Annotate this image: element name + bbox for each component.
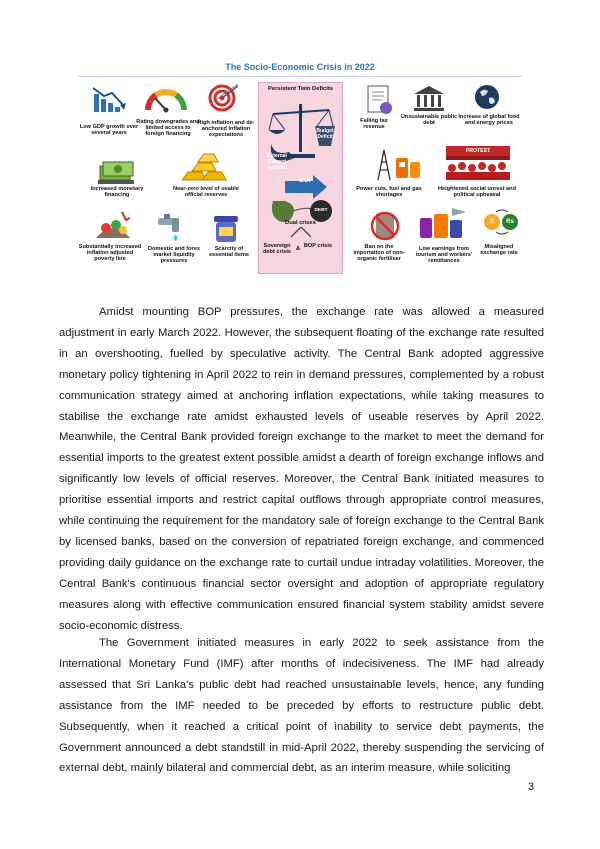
printed-money-icon (96, 156, 136, 186)
sovereign-debt-crisis-label: Sovereign debt crisis (263, 243, 291, 256)
tax-document-icon (364, 84, 394, 116)
bop-crisis-label: BOP crisis (303, 243, 333, 249)
caption-poverty-line: Substantially increased inflation adjusted poverty line (78, 244, 142, 263)
globe-icon (472, 82, 502, 112)
gauge-icon (142, 84, 190, 114)
caption-unsustainable-public-debt: Unsustainable public debt (400, 114, 458, 127)
poverty-produce-icon (92, 210, 134, 242)
dual-crises-label: Dual crises (285, 220, 316, 226)
debt-label: DEBT (314, 208, 328, 213)
public-building-icon (412, 84, 446, 114)
ampersand-label: & (295, 246, 301, 252)
caption-fertiliser-ban: Ban on the importation of non-organic fertiliser (353, 244, 405, 263)
tourism-remittances-icon (418, 204, 470, 242)
caption-power-cuts-shortages: Power cuts, fuel and gas shortages (356, 186, 422, 199)
fertiliser-ban-icon (368, 208, 402, 242)
paragraph-exchange-rate-policy: Amidst mounting BOP pressures, the exchange rate was allowed a measured adjustment in early March 2022. However, the subsequent floating of the exchange rate resulted in an overshooting, fuelled by speculative activity. The Central Bank adopted aggressive monetary policy tightening in April 2022 to rein in demand pressures, complemented by a robust communication strategy aimed at anchoring inflation expectations, while taking measures to stabilise the exchange rate amidst exhausted levels of useable reserves by April 2022. Meanwhile, the Central Bank provided foreign exchange to the market to meet the demand for essential imports to the greatest extent possible amidst a dearth of foreign exchange inflows and significantly low levels of official reserves. Moreover, the Central Bank initiated measures to prioritise essential imports and restrict capital outflows through appropriate control measures, while continuing the requirement for the mandatory sale of foreign exchange to the Central Bank by licensed banks, based on the conversion of repatriated foreign exchange, and commenced providing daily guidance on the exchange rate to curtail undue intraday volatilities. Moreover, the Central Bank's continuous financial sector oversight and adoption of appropriate regulatory measures along with effective communication ensured financial system stability amidst severe socio-economic distress. (59, 306, 544, 632)
gold-bars-icon (178, 150, 230, 184)
caption-near-zero-reserves: Near-zero level of usable official reserves (173, 186, 239, 199)
page-number: 3 (528, 781, 535, 793)
caption-social-unrest: Heightened social unrest and political upheaval (437, 186, 517, 199)
protest-sign: PROTEST (465, 148, 491, 154)
external-current-account-label: External Current Account (267, 153, 287, 172)
caption-low-gdp-growth: Low GDP growth over several years (79, 124, 139, 137)
power-fuel-gas-icon (368, 146, 424, 182)
socio-economic-crisis-infographic (78, 62, 522, 272)
dollar-symbol: $ (490, 218, 494, 225)
bop-label: BOP (299, 178, 313, 184)
caption-low-earnings-tourism: Low earnings from tourism and workers' remittances (415, 246, 473, 265)
caption-scarcity-essential-items: Scarcity of essential items (208, 246, 250, 259)
caption-liquidity-pressures: Domestic and forex market liquidity pressures (148, 246, 200, 265)
caption-global-food-energy-prices: Increase of global food and energy prices (458, 114, 520, 127)
twin-deficits-title: Persistent Twin Deficits (268, 86, 333, 92)
caption-falling-tax-revenue: Falling tax revenue (360, 118, 388, 131)
budget-deficit-label: Budget Deficit (316, 128, 334, 141)
caption-high-inflation: High inflation and de-anchored inflation expectations (197, 120, 255, 139)
essential-items-jar-icon (208, 210, 244, 244)
twin-deficits-panel (258, 82, 343, 274)
title-divider (78, 76, 522, 77)
caption-increased-monetary-financing: Increased monetary financing (90, 186, 144, 199)
dual-crises-arrows-icon (281, 227, 321, 237)
infographic-title: The Socio-Economic Crisis in 2022 (225, 62, 375, 72)
rupee-symbol: Rs (506, 219, 514, 225)
target-icon (208, 82, 242, 114)
dripping-tap-icon (154, 212, 190, 244)
caption-rating-downgrades: Rating downgrades and limited access to foreign financing (136, 119, 200, 138)
caption-misaligned-exchange-rate: Misaligned exchange rate (480, 244, 518, 257)
paragraph-imf-assistance: The Government initiated measures in early 2022 to seek assistance from the International Monetary Fund (IMF) after months of indecisiveness. The IMF had already assessed that Sri Lanka's public debt had reached unsustainable levels, hence, any funding assistance from the IMF needed to be preceded by efforts to restructure public debt. Subsequently, when it reached a critical point of inability to service debt payments, the Government announced a debt standstill in mid-April 2022, thereby suspending the servicing of external debt, mainly bilateral and commercial debt, as an interim measure, while soliciting (59, 637, 544, 775)
falling-chart-icon (90, 84, 130, 116)
